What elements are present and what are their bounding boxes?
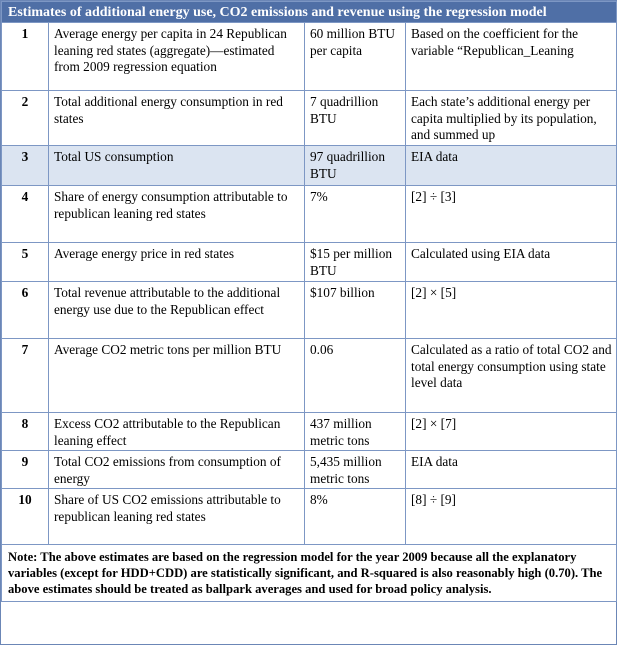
table-row <box>2 339 617 413</box>
table-row <box>2 282 617 339</box>
row-number: 3 <box>2 146 49 186</box>
row-number: 8 <box>2 413 49 451</box>
row-value: $15 per million BTU <box>305 243 406 282</box>
table-row <box>2 146 617 186</box>
row-source: [2] × [5] <box>406 282 617 339</box>
row-value: 7 quadrillion BTU <box>305 91 406 146</box>
row-source: Based on the coefficient for the variable “Republican_Leaning <box>406 23 617 91</box>
row-value: 437 million metric tons <box>305 413 406 451</box>
row-source: Each state’s additional energy per capita multiplied by its population, and summed up <box>406 91 617 146</box>
row-number: 2 <box>2 91 49 146</box>
table-row <box>2 413 617 451</box>
row-number: 5 <box>2 243 49 282</box>
row-value: 97 quadrillion BTU <box>305 146 406 186</box>
row-source: Calculated as a ratio of total CO2 and total energy consumption using state level data <box>406 339 617 413</box>
row-number: 9 <box>2 451 49 489</box>
table-row <box>2 186 617 243</box>
row-item: Excess CO2 attributable to the Republican leaning effect <box>49 413 305 451</box>
row-number: 1 <box>2 23 49 91</box>
row-value: 8% <box>305 489 406 545</box>
table-note: Note: The above estimates are based on the regression model for the year 2009 because all the explanatory variables (except for HDD+CDD) are statistically significant, and R-squared is also reasonably high (0.70). The above estimates should be treated as ballpark averages and used for broad policy analysis. <box>2 545 617 602</box>
row-value: 5,435 million metric tons <box>305 451 406 489</box>
row-value: 0.06 <box>305 339 406 413</box>
row-item: Total additional energy consumption in red states <box>49 91 305 146</box>
row-number: 4 <box>2 186 49 243</box>
table-row <box>2 243 617 282</box>
row-value: 60 million BTU per capita <box>305 23 406 91</box>
row-item: Share of energy consumption attributable to republican leaning red states <box>49 186 305 243</box>
row-item: Total CO2 emissions from consumption of energy <box>49 451 305 489</box>
row-source: EIA data <box>406 146 617 186</box>
row-source: [2] ÷ [3] <box>406 186 617 243</box>
row-source: Calculated using EIA data <box>406 243 617 282</box>
row-source: EIA data <box>406 451 617 489</box>
estimates-table <box>1 1 617 602</box>
table-row <box>2 489 617 545</box>
row-number: 7 <box>2 339 49 413</box>
table-row <box>2 23 617 91</box>
note-row <box>2 545 617 602</box>
table-title: Estimates of additional energy use, CO2 emissions and revenue using the regression model <box>2 2 617 23</box>
table-row <box>2 91 617 146</box>
row-item: Average energy per capita in 24 Republican leaning red states (aggregate)—estimated from 2009 regression equation <box>49 23 305 91</box>
row-item: Average CO2 metric tons per million BTU <box>49 339 305 413</box>
row-source: [2] × [7] <box>406 413 617 451</box>
row-item: Share of US CO2 emissions attributable to republican leaning red states <box>49 489 305 545</box>
table-row <box>2 451 617 489</box>
row-item: Total revenue attributable to the additional energy use due to the Republican effect <box>49 282 305 339</box>
row-source: [8] ÷ [9] <box>406 489 617 545</box>
row-value: 7% <box>305 186 406 243</box>
row-number: 6 <box>2 282 49 339</box>
row-item: Average energy price in red states <box>49 243 305 282</box>
row-value: $107 billion <box>305 282 406 339</box>
table-title-row <box>2 2 617 23</box>
row-number: 10 <box>2 489 49 545</box>
row-item: Total US consumption <box>49 146 305 186</box>
